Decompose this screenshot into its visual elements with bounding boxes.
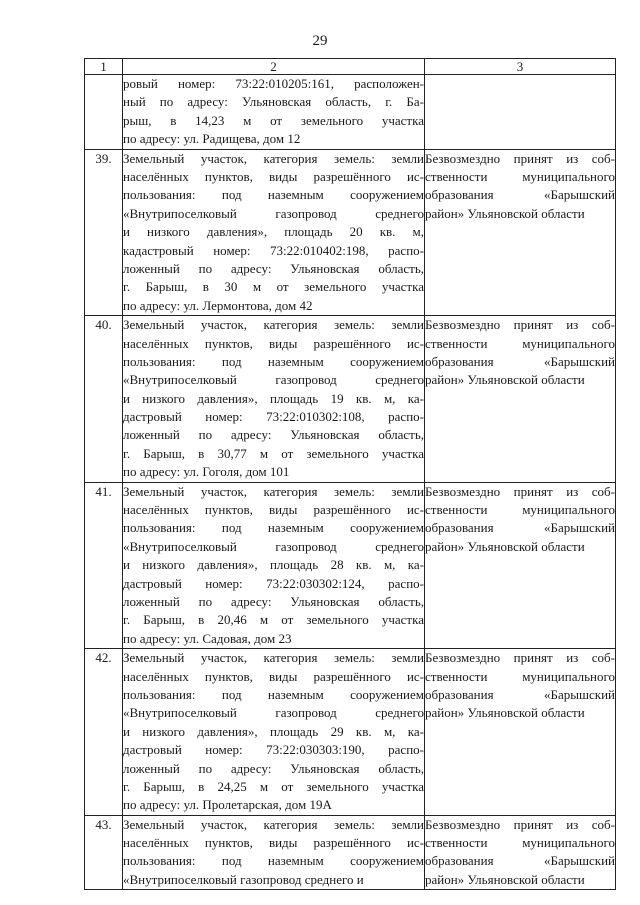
description-line: и низкого давления», площадь 29 кв. м, ка- — [123, 723, 424, 739]
note-line: Безвозмездно принят из соб- — [425, 317, 615, 333]
description-line: пользования: под наземным сооружением — [123, 353, 424, 369]
row-description — [123, 649, 425, 816]
row-note — [425, 482, 616, 649]
description-line: по адресу: ул. Пролетарская, дом 19А — [123, 797, 332, 813]
row-note — [425, 75, 616, 150]
description-line: пользования: под наземным сооружением — [123, 520, 424, 536]
row-note — [425, 316, 616, 483]
description-line: ный по адресу: Ульяновская область, г. Ба- — [123, 94, 424, 110]
note-line: район» Ульяновской области — [425, 538, 585, 554]
row-note — [425, 149, 616, 316]
row-description — [123, 75, 425, 150]
row-number: 43. — [85, 815, 123, 890]
row-note — [425, 815, 616, 890]
description-line: г. Барыш, в 24,25 м от земельного участка — [123, 778, 424, 794]
note-line: Безвозмездно принят из соб- — [425, 150, 615, 166]
note-line: Безвозмездно принят из соб- — [425, 650, 615, 666]
table-row — [85, 649, 616, 816]
description-line: «Внутрипоселковый газопровод среднего — [123, 372, 424, 388]
header-cell-2: 2 — [123, 59, 425, 75]
description-line: Земельный участок, категория земель: земли — [123, 650, 424, 666]
description-line: кадастровый номер: 73:22:010402:198, распо- — [123, 242, 424, 258]
description-line: «Внутрипоселковый газопровод среднего — [123, 205, 424, 221]
description-line: населённых пунктов, виды разрешённого ис- — [123, 668, 424, 684]
description-line: ровый номер: 73:22:010205:161, расположен- — [123, 76, 424, 91]
note-line: Безвозмездно принят из соб- — [425, 483, 615, 499]
header-cell-1: 1 — [85, 59, 123, 75]
table-row — [85, 75, 616, 150]
row-number: 41. — [85, 482, 123, 649]
note-line: Безвозмездно принят из соб- — [425, 816, 615, 832]
description-line: населённых пунктов, виды разрешённого ис- — [123, 835, 424, 851]
table-row — [85, 316, 616, 483]
note-line: район» Ульяновской области — [425, 372, 585, 388]
description-line: «Внутрипоселковый газопровод среднего — [123, 538, 424, 554]
description-line: дастровый номер: 73:22:030303:190, распо- — [123, 742, 424, 758]
note-line: район» Ульяновской области — [425, 871, 585, 887]
note-line: ственности муниципального — [425, 502, 615, 518]
description-line: ложенный по адресу: Ульяновская область, — [123, 760, 424, 776]
description-line: и низкого давления», площадь 20 кв. м, — [123, 224, 424, 240]
description-line: по адресу: ул. Радищева, дом 12 — [123, 131, 301, 147]
property-table — [84, 58, 616, 890]
note-line: район» Ульяновской области — [425, 705, 585, 721]
note-line: образования «Барышский — [425, 187, 615, 203]
table-header-row — [85, 59, 616, 75]
description-line: населённых пунктов, виды разрешённого ис- — [123, 502, 424, 518]
table-row — [85, 482, 616, 649]
description-line: по адресу: ул. Лермонтова, дом 42 — [123, 297, 313, 313]
row-number: 40. — [85, 316, 123, 483]
description-line: Земельный участок, категория земель: земли — [123, 483, 424, 499]
description-line: пользования: под наземным сооружением — [123, 853, 424, 869]
description-line: населённых пунктов, виды разрешённого ис- — [123, 335, 424, 351]
description-line: населённых пунктов, виды разрешённого ис- — [123, 168, 424, 184]
note-line: ственности муниципального — [425, 335, 615, 351]
row-number: 42. — [85, 649, 123, 816]
table-row — [85, 815, 616, 890]
description-line: и низкого давления», площадь 19 кв. м, ка- — [123, 390, 424, 406]
note-line: образования «Барышский — [425, 353, 615, 369]
description-line: ложенный по адресу: Ульяновская область, — [123, 427, 424, 443]
row-description — [123, 482, 425, 649]
row-note — [425, 649, 616, 816]
row-description — [123, 316, 425, 483]
description-line: пользования: под наземным сооружением — [123, 187, 424, 203]
note-line: образования «Барышский — [425, 520, 615, 536]
description-line: г. Барыш, в 30 м от земельного участка — [123, 279, 424, 295]
note-line: район» Ульяновской области — [425, 205, 585, 221]
note-line: ственности муниципального — [425, 668, 615, 684]
note-line: образования «Барышский — [425, 686, 615, 702]
description-line: дастровый номер: 73:22:030302:124, распо- — [123, 575, 424, 591]
description-line: «Внутрипоселковый газопровод среднего и — [123, 871, 364, 887]
note-line: образования «Барышский — [425, 853, 615, 869]
description-line: Земельный участок, категория земель: земли — [123, 816, 424, 832]
row-description — [123, 149, 425, 316]
description-line: «Внутрипоселковый газопровод среднего — [123, 705, 424, 721]
row-description — [123, 815, 425, 890]
description-line: г. Барыш, в 20,46 м от земельного участка — [123, 612, 424, 628]
row-number: 39. — [85, 149, 123, 316]
description-line: по адресу: ул. Гоголя, дом 101 — [123, 464, 290, 480]
description-line: и низкого давления», площадь 28 кв. м, ка- — [123, 557, 424, 573]
description-line: по адресу: ул. Садовая, дом 23 — [123, 630, 292, 646]
description-line: пользования: под наземным сооружением — [123, 686, 424, 702]
header-cell-3: 3 — [425, 59, 616, 75]
note-line: ственности муниципального — [425, 168, 615, 184]
description-line: ложенный по адресу: Ульяновская область, — [123, 593, 424, 609]
description-line: г. Барыш, в 30,77 м от земельного участка — [123, 445, 424, 461]
description-line: Земельный участок, категория земель: земли — [123, 150, 424, 166]
page-number: 29 — [312, 33, 328, 49]
description-line: Земельный участок, категория земель: земли — [123, 317, 424, 333]
description-line: дастровый номер: 73:22:010302:108, распо- — [123, 409, 424, 425]
row-number — [85, 75, 123, 150]
table-row — [85, 149, 616, 316]
description-line: рыш, в 14,23 м от земельного участка — [123, 112, 424, 128]
description-line: ложенный по адресу: Ульяновская область, — [123, 260, 424, 276]
note-line: ственности муниципального — [425, 835, 615, 851]
